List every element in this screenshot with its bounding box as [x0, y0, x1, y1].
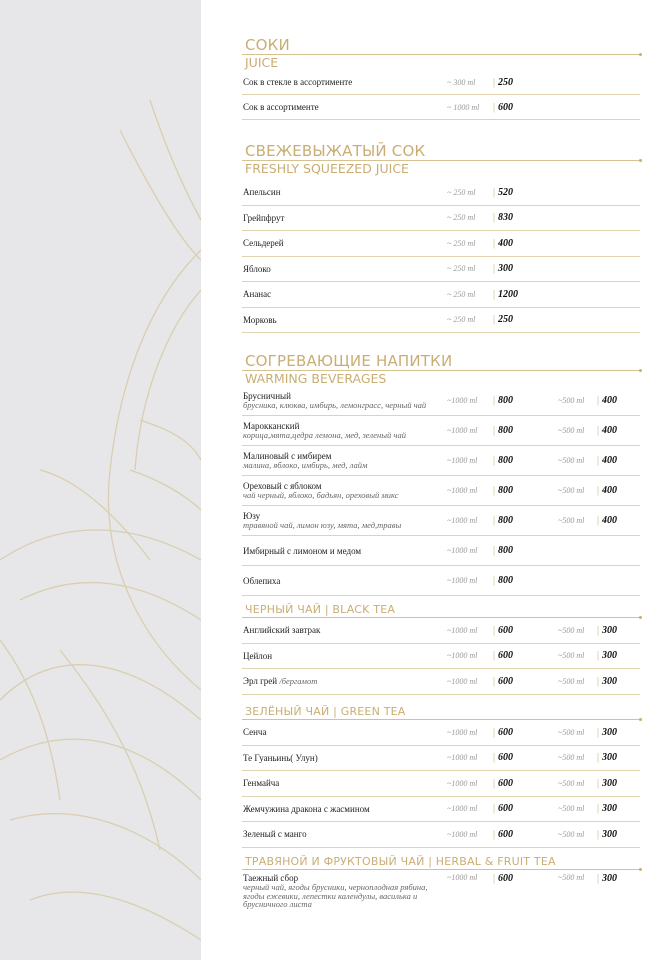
- item-name-text: Марокканский: [243, 421, 300, 432]
- item-name-text: Сельдерей: [243, 238, 284, 249]
- item-volume-small: ~500 ml: [558, 753, 585, 763]
- menu-item-row: [242, 566, 640, 596]
- item-price: | 600: [493, 828, 514, 840]
- price-value: 600: [498, 777, 514, 789]
- price-value: 300: [602, 675, 618, 687]
- item-volume-small: ~500 ml: [558, 486, 585, 495]
- item-name: [242, 576, 447, 586]
- item-volume-small: ~500 ml: [558, 829, 585, 839]
- item-price-small: | 300: [597, 828, 618, 840]
- price-value: 800: [498, 395, 514, 406]
- item-description: малина, яблоко, имбирь, мед, лайм: [243, 460, 368, 471]
- item-name: [242, 804, 447, 814]
- item-price: | 600: [493, 873, 514, 884]
- item-volume-small: ~500 ml: [558, 778, 585, 788]
- item-volume: ~1000 ml: [447, 676, 478, 686]
- decorative-leaf-panel: [0, 0, 201, 960]
- price-value: 300: [602, 624, 618, 636]
- item-volume-small: ~500 ml: [558, 426, 585, 435]
- price-value: 300: [602, 726, 618, 738]
- menu-item-row: [242, 797, 640, 823]
- item-price: | 800: [493, 485, 514, 496]
- item-volume-small: ~500 ml: [558, 804, 585, 814]
- price-value: 600: [498, 101, 514, 113]
- item-price-small: | 300: [597, 650, 618, 662]
- item-volume: ~ 300 ml: [447, 77, 476, 87]
- item-price: | 600: [493, 752, 514, 764]
- price-value: 800: [498, 425, 514, 436]
- item-description: корица,мята,цедра лемона, мед, зеленый чай: [243, 430, 406, 441]
- menu-item-row: [242, 308, 640, 334]
- item-name-text: Брусничный: [243, 391, 291, 402]
- item-price: | 1200: [493, 288, 519, 300]
- section-subtitle: WARMING BEVERAGES: [245, 371, 387, 386]
- item-volume: ~1000 ml: [447, 396, 478, 405]
- section-title: СВЕЖЕВЫЖАТЫЙ СОК: [242, 142, 640, 161]
- item-price-small: | 300: [597, 873, 618, 884]
- item-price-small: | 400: [597, 485, 618, 496]
- item-volume: ~1000 ml: [447, 727, 478, 737]
- item-description: брусника, клюква, имбирь, лемонграсс, черный чай: [243, 400, 427, 411]
- item-volume: ~ 250 ml: [447, 238, 476, 248]
- item-name: [242, 651, 447, 661]
- menu-item-row: [242, 446, 640, 476]
- item-volume: ~1000 ml: [447, 873, 478, 882]
- price-value: 600: [498, 650, 514, 662]
- item-price: | 600: [493, 650, 514, 662]
- item-price: | 800: [493, 425, 514, 436]
- price-value: 300: [602, 752, 618, 764]
- item-volume: ~1000 ml: [447, 651, 478, 661]
- menu-item-row: [242, 822, 640, 848]
- item-volume: ~1000 ml: [447, 546, 478, 555]
- menu-item-row: [242, 282, 640, 308]
- menu-item-row: [242, 644, 640, 670]
- section-title: СОГРЕВАЮЩИЕ НАПИТКИ: [242, 352, 640, 371]
- section-title: ЗЕЛЁНЫЙ ЧАЙ | GREEN TEA: [242, 705, 640, 720]
- item-name: [242, 753, 447, 763]
- item-price: | 830: [493, 212, 514, 224]
- item-price-small: | 300: [597, 777, 618, 789]
- price-value: 250: [498, 314, 514, 326]
- price-value: 600: [498, 752, 514, 764]
- price-value: 400: [602, 395, 618, 406]
- item-volume: ~ 250 ml: [447, 289, 476, 299]
- item-name: [242, 421, 447, 440]
- price-value: 800: [498, 575, 514, 586]
- item-name-text: Яблоко: [243, 263, 271, 274]
- menu-item-row: [242, 206, 640, 232]
- item-name: [242, 727, 447, 737]
- section-juice: [242, 36, 640, 120]
- item-price-small: | 300: [597, 675, 618, 687]
- item-volume-small: ~500 ml: [558, 516, 585, 525]
- item-volume: ~1000 ml: [447, 576, 478, 585]
- menu-item-row: [242, 669, 640, 695]
- price-value: 400: [602, 485, 618, 496]
- item-name-text: Имбирный с лимоном и медом: [243, 545, 362, 556]
- price-value: 400: [602, 455, 618, 466]
- item-price: | 600: [493, 675, 514, 687]
- item-name-text: Сенча: [243, 727, 267, 738]
- menu-item-row: [242, 720, 640, 746]
- price-value: 600: [498, 803, 514, 815]
- menu-item-row: [242, 95, 640, 120]
- item-price-small: | 300: [597, 726, 618, 738]
- item-name-text: Апельсин: [243, 187, 281, 198]
- item-volume: ~ 1000 ml: [447, 102, 480, 112]
- item-name-text: Английский завтрак: [243, 625, 321, 636]
- price-value: 600: [498, 726, 514, 738]
- item-name: [242, 625, 447, 635]
- item-price: | 800: [493, 545, 514, 556]
- price-value: 400: [602, 515, 618, 526]
- item-price: | 600: [493, 777, 514, 789]
- item-volume: ~1000 ml: [447, 486, 478, 495]
- item-price: | 800: [493, 455, 514, 466]
- price-value: 800: [498, 455, 514, 466]
- price-value: 600: [498, 675, 514, 687]
- section-herbal-tea: [242, 855, 640, 909]
- item-volume-small: ~500 ml: [558, 676, 585, 686]
- item-volume: ~1000 ml: [447, 426, 478, 435]
- item-name: [242, 511, 447, 530]
- item-name-text: Сок в ассортименте: [243, 102, 319, 112]
- menu-item-row: [242, 618, 640, 644]
- item-name-text: Юзу: [243, 511, 261, 522]
- item-volume: ~1000 ml: [447, 778, 478, 788]
- price-value: 830: [498, 212, 514, 224]
- menu-item-row: [242, 771, 640, 797]
- item-volume: ~1000 ml: [447, 829, 478, 839]
- item-volume: ~ 250 ml: [447, 187, 476, 197]
- item-price: | 600: [493, 726, 514, 738]
- menu-item-row: [242, 476, 640, 506]
- item-description: чай черный, яблоко, бадьян, ореховый микс: [243, 490, 399, 501]
- section-title: ЧЕРНЫЙ ЧАЙ | BLACK TEA: [242, 603, 640, 618]
- item-name: [242, 315, 447, 325]
- item-name-text: Ореховый с яблоком: [243, 481, 322, 492]
- item-price-small: | 300: [597, 752, 618, 764]
- section-black-tea: [242, 603, 640, 695]
- item-price: | 250: [493, 314, 514, 326]
- section-subtitle: JUICE: [245, 55, 279, 70]
- price-value: 800: [498, 515, 514, 526]
- item-name-text: Зеленый с манго: [243, 829, 307, 840]
- item-description: черный чай, ягоды брусники, черноплодная рябина, ягоды ежевики, лепестки календулы, василька и брусничного листа: [243, 882, 428, 909]
- price-value: 600: [498, 624, 514, 636]
- item-price: | 800: [493, 515, 514, 526]
- price-value: 300: [602, 650, 618, 662]
- menu-item-row: [242, 416, 640, 446]
- item-name-text: Те Гуаньинь( Улун): [243, 752, 318, 763]
- section-title: ТРАВЯНОЙ И ФРУКТОВЫЙ ЧАЙ | HERBAL & FRUIT TEA: [242, 855, 640, 870]
- item-name: [242, 481, 447, 500]
- price-value: 520: [498, 186, 514, 198]
- item-volume-small: ~500 ml: [558, 456, 585, 465]
- leaf-illustration-icon: [0, 0, 201, 960]
- item-price: | 300: [493, 263, 514, 275]
- price-value: 300: [602, 873, 618, 884]
- price-value: 400: [498, 237, 514, 249]
- item-price: | 600: [493, 624, 514, 636]
- menu-item-row: [242, 506, 640, 536]
- item-name-text: Ананас: [243, 289, 272, 300]
- item-volume: ~1000 ml: [447, 753, 478, 763]
- section-green-tea: [242, 705, 640, 848]
- item-name: [242, 546, 447, 556]
- item-price-small: | 400: [597, 455, 618, 466]
- item-name: [242, 102, 447, 112]
- item-volume-small: ~500 ml: [558, 396, 585, 405]
- item-price: | 800: [493, 575, 514, 586]
- price-value: 300: [498, 263, 514, 275]
- section-fresh-juice: [242, 142, 640, 333]
- item-name-text: Эрл грей: [243, 676, 278, 687]
- item-price: | 400: [493, 237, 514, 249]
- item-name: [242, 778, 447, 788]
- item-name-text: Грейпфрут: [243, 212, 285, 223]
- item-name: [242, 289, 447, 299]
- menu-item-row: [242, 70, 640, 95]
- item-name-text: Генмайча: [243, 778, 280, 789]
- item-name: [242, 829, 447, 839]
- item-name: [242, 451, 447, 470]
- item-price-small: | 400: [597, 395, 618, 406]
- item-price-small: | 400: [597, 425, 618, 436]
- item-volume: ~1000 ml: [447, 625, 478, 635]
- item-name-text: Таежный сбор: [243, 873, 299, 883]
- item-name: [242, 676, 447, 686]
- item-name: [242, 391, 447, 410]
- section-title: СОКИ: [242, 36, 640, 55]
- item-volume: ~ 250 ml: [447, 264, 476, 274]
- item-volume-small: ~500 ml: [558, 727, 585, 737]
- item-volume: ~1000 ml: [447, 804, 478, 814]
- menu-item-row: [242, 257, 640, 283]
- item-price: | 250: [493, 76, 514, 88]
- item-name: [242, 873, 447, 909]
- price-value: 400: [602, 425, 618, 436]
- section-warming-beverages: [242, 352, 640, 596]
- menu-item-row: [242, 386, 640, 416]
- item-description: /бергамот: [279, 676, 318, 687]
- item-price-small: | 300: [597, 803, 618, 815]
- item-volume: ~ 250 ml: [447, 315, 476, 325]
- item-volume: ~1000 ml: [447, 516, 478, 525]
- item-name-text: Цейлон: [243, 650, 273, 661]
- item-volume-small: ~500 ml: [558, 625, 585, 635]
- item-name: [242, 77, 447, 87]
- price-value: 300: [602, 828, 618, 840]
- item-name: [242, 187, 447, 197]
- item-name-text: Сок в стекле в ассортименте: [243, 77, 353, 87]
- item-name: [242, 213, 447, 223]
- item-description: травяной чай, лимон юзу, мята, мед,травы: [243, 520, 402, 531]
- price-value: 800: [498, 485, 514, 496]
- menu-item-row: [242, 870, 640, 909]
- item-name-text: Малиновый с имбирем: [243, 451, 332, 462]
- price-value: 600: [498, 828, 514, 840]
- item-name: [242, 238, 447, 248]
- item-name-text: Морковь: [243, 314, 277, 325]
- price-value: 800: [498, 545, 514, 556]
- menu-item-row: [242, 231, 640, 257]
- menu-item-row: [242, 536, 640, 566]
- price-value: 600: [498, 873, 514, 884]
- item-name-text: Жемчужина дракона с жасмином: [243, 803, 370, 814]
- price-value: 300: [602, 777, 618, 789]
- item-price: | 600: [493, 803, 514, 815]
- menu-item-row: [242, 746, 640, 772]
- item-price: | 520: [493, 186, 514, 198]
- price-value: 250: [498, 76, 514, 88]
- price-value: 300: [602, 803, 618, 815]
- item-volume: ~1000 ml: [447, 456, 478, 465]
- item-price-small: | 400: [597, 515, 618, 526]
- item-price: | 800: [493, 395, 514, 406]
- item-price-small: | 300: [597, 624, 618, 636]
- item-price: | 600: [493, 101, 514, 113]
- section-subtitle: FRESHLY SQUEEZED JUICE: [245, 161, 409, 176]
- item-volume-small: ~500 ml: [558, 873, 585, 882]
- item-volume-small: ~500 ml: [558, 651, 585, 661]
- item-name-text: Облепиха: [243, 575, 281, 586]
- item-volume: ~ 250 ml: [447, 213, 476, 223]
- price-value: 1200: [498, 288, 519, 300]
- menu-item-row: [242, 180, 640, 206]
- item-name: [242, 264, 447, 274]
